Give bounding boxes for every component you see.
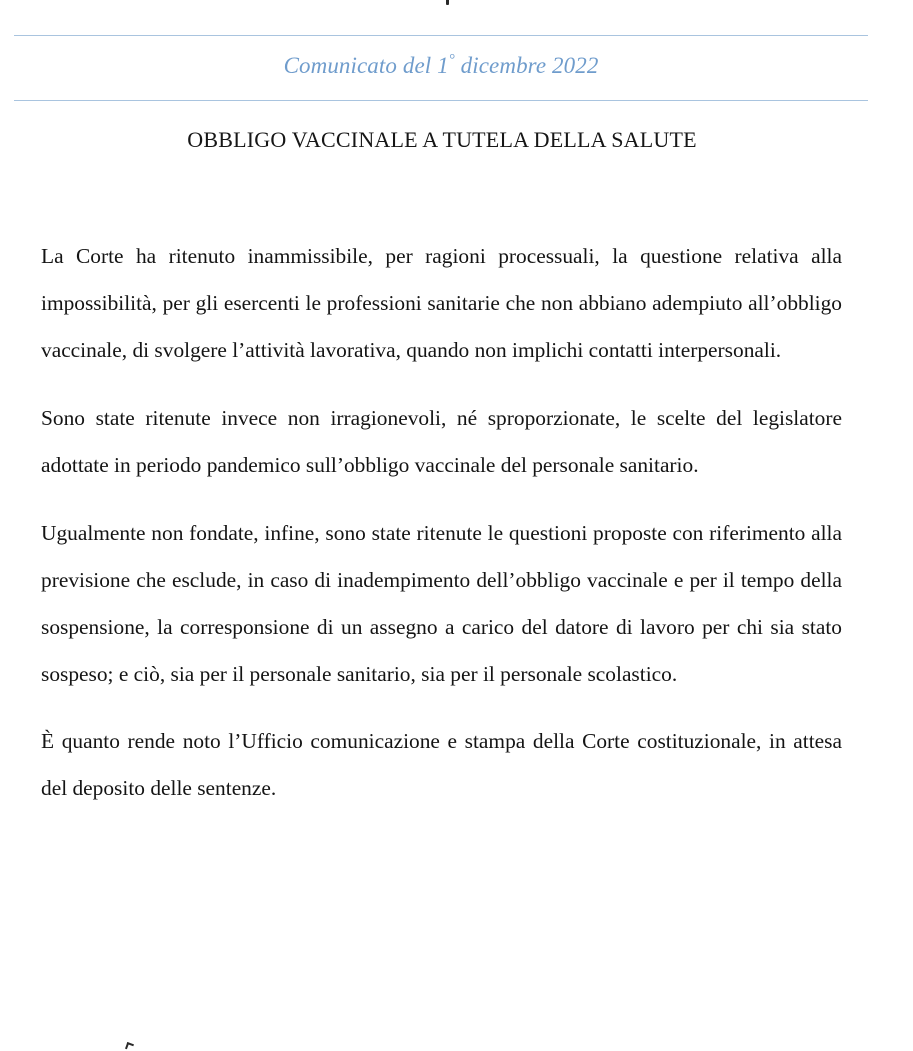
date-prefix: Comunicato del 1 xyxy=(283,53,449,78)
paragraph-inadmissibility: La Corte ha ritenuto inammissibile, per ragioni processuali, la questione relativa alla impossibilità, per gli esercenti le professioni sanitarie che non abbiano adempiuto all’obbligo vaccinale, di svolgere l’attività lavorativa, quando non implichi contatti interpersonali. xyxy=(41,244,842,362)
cropped-glyph-top xyxy=(446,0,449,5)
paragraph-press-office: È quanto rende noto l’Ufficio comunicazione e stampa della Corte costituzionale, in attesa del deposito delle sentenze. xyxy=(41,729,842,800)
document-body xyxy=(41,233,842,832)
header-rule-bottom xyxy=(14,100,868,101)
date-suffix: dicembre 2022 xyxy=(454,53,599,78)
press-release-date xyxy=(0,53,882,79)
header-rule-top xyxy=(14,35,868,36)
paragraph-reasonableness: Sono state ritenute invece non irragionevoli, né sproporzionate, le scelte del legislatore adottate in periodo pandemico sull’obbligo vaccinale del personale sanitario. xyxy=(41,406,842,477)
paragraph-unfounded-questions: Ugualmente non fondate, infine, sono state ritenute le questioni proposte con riferimento alla previsione che esclude, in caso di inadempimento dell’obbligo vaccinale e per il tempo della sospensione, la corresponsione di un assegno a carico del datore di lavoro per chi sia stato sospeso; e ciò, sia per il personale sanitario, sia per il personale scolastico. xyxy=(41,521,842,686)
cropped-glyph-bottom xyxy=(125,1042,134,1051)
date-degree-mark: ° xyxy=(448,52,455,68)
document-title: OBBLIGO VACCINALE A TUTELA DELLA SALUTE xyxy=(187,127,697,152)
